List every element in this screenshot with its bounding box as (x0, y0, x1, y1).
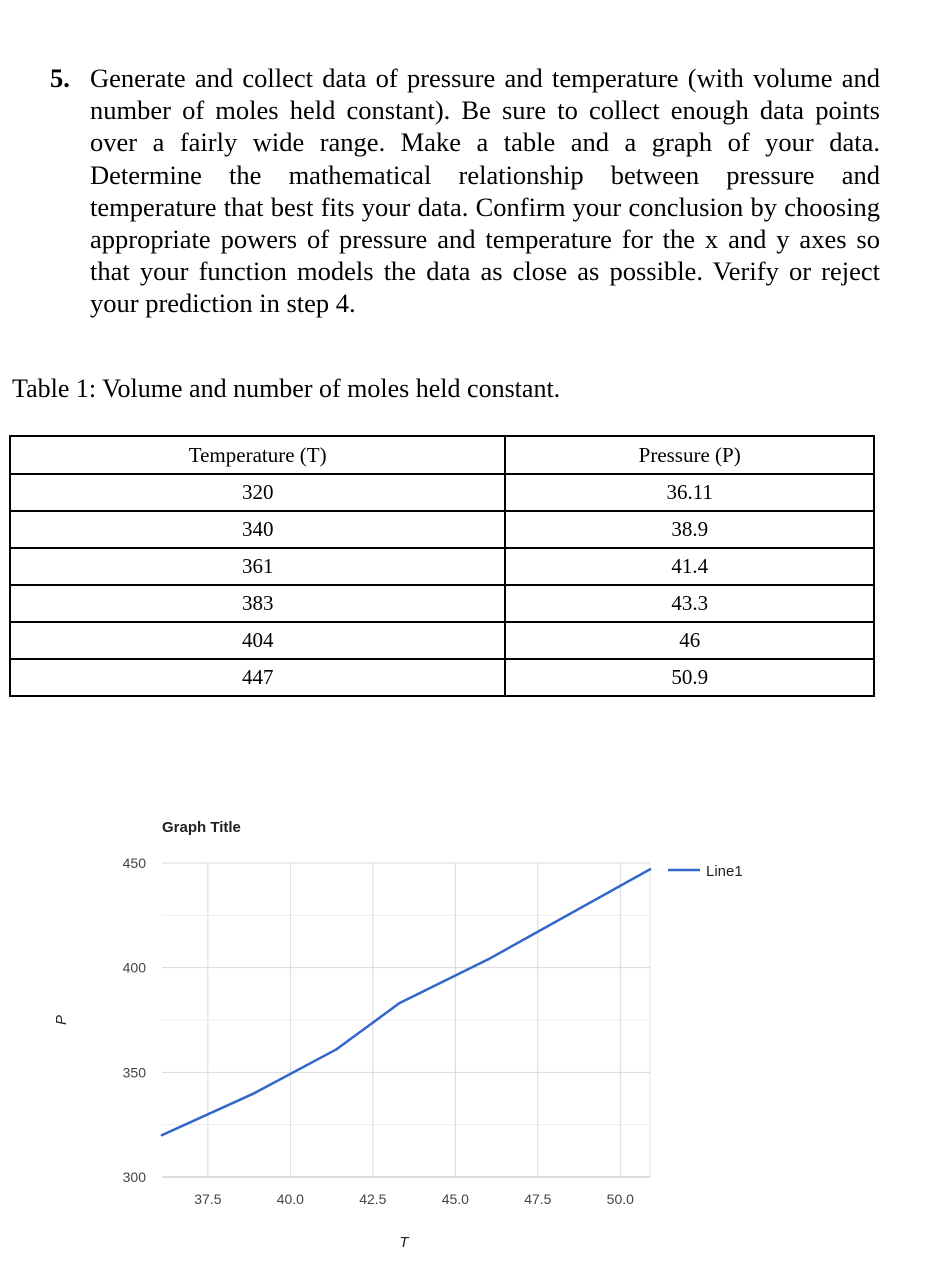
x-tick-label: 42.5 (359, 1191, 387, 1207)
data-point (161, 1134, 164, 1137)
series-line-line1 (162, 869, 650, 1135)
x-tick-label: 45.0 (441, 1191, 469, 1207)
x-tick-label: 47.5 (524, 1191, 552, 1207)
question-number: 5. (50, 63, 70, 93)
x-tick-label: 50.0 (606, 1191, 634, 1207)
temperature-cell: 447 (10, 659, 505, 696)
table-row (10, 585, 874, 622)
temperature-cell: 320 (10, 474, 505, 511)
x-axis-label: T (399, 1234, 409, 1251)
table-row (10, 548, 874, 585)
minor-gridlines (162, 915, 650, 1124)
chart-svg (0, 800, 942, 1270)
temperature-cell: 404 (10, 622, 505, 659)
data-table (9, 435, 875, 697)
legend-label-line1: Line1 (706, 863, 743, 880)
table-row (10, 511, 874, 548)
question-text: Generate and collect data of pressure and temperature (with volume and number of moles held constant). Be sure to collect enough data points over a fairly wide range. Make a table and a graph of your data. Determine the mathematical relationship between pressure and temperature that best fits your data. Confirm your conclusion by choosing appropriate powers of pressure and temperature for the x and y axes so that your function models the data as close as possible. Verify or reject your prediction in step 4. (90, 63, 880, 319)
y-tick-labels (123, 855, 147, 1185)
table-header-row (10, 436, 874, 474)
y-tick-label: 300 (122, 1169, 146, 1185)
y-tick-label: 450 (122, 855, 146, 871)
y-tick-label: 400 (122, 959, 146, 976)
table-row (10, 659, 874, 696)
temperature-cell: 361 (10, 548, 505, 585)
data-point (649, 868, 652, 871)
data-point (487, 958, 490, 961)
y-axis-label: P (53, 1014, 70, 1026)
pressure-cell: 50.9 (505, 659, 874, 696)
header-temperature: Temperature (T) (10, 436, 505, 474)
data-point (398, 1002, 401, 1005)
y-tick-label: 350 (122, 1064, 146, 1081)
temperature-cell: 340 (10, 511, 505, 548)
x-tick-labels (194, 1191, 634, 1207)
x-tick-label: 40.0 (276, 1191, 304, 1207)
pressure-cell: 43.3 (505, 585, 874, 622)
pressure-cell: 46 (505, 622, 874, 659)
x-tick-label: 37.5 (194, 1191, 222, 1207)
header-pressure: Pressure (P) (505, 436, 874, 474)
table-row (10, 622, 874, 659)
pressure-cell: 41.4 (505, 548, 874, 585)
line-chart (0, 800, 942, 1270)
pressure-cell: 38.9 (505, 511, 874, 548)
table-row (10, 474, 874, 511)
data-point (335, 1048, 338, 1051)
table-caption: Table 1: Volume and number of moles held constant. (12, 374, 561, 403)
question-block (50, 62, 880, 320)
pressure-cell: 36.11 (505, 474, 874, 511)
temperature-cell: 383 (10, 585, 505, 622)
data-point (253, 1092, 256, 1095)
chart-title: Graph Title (162, 819, 241, 836)
